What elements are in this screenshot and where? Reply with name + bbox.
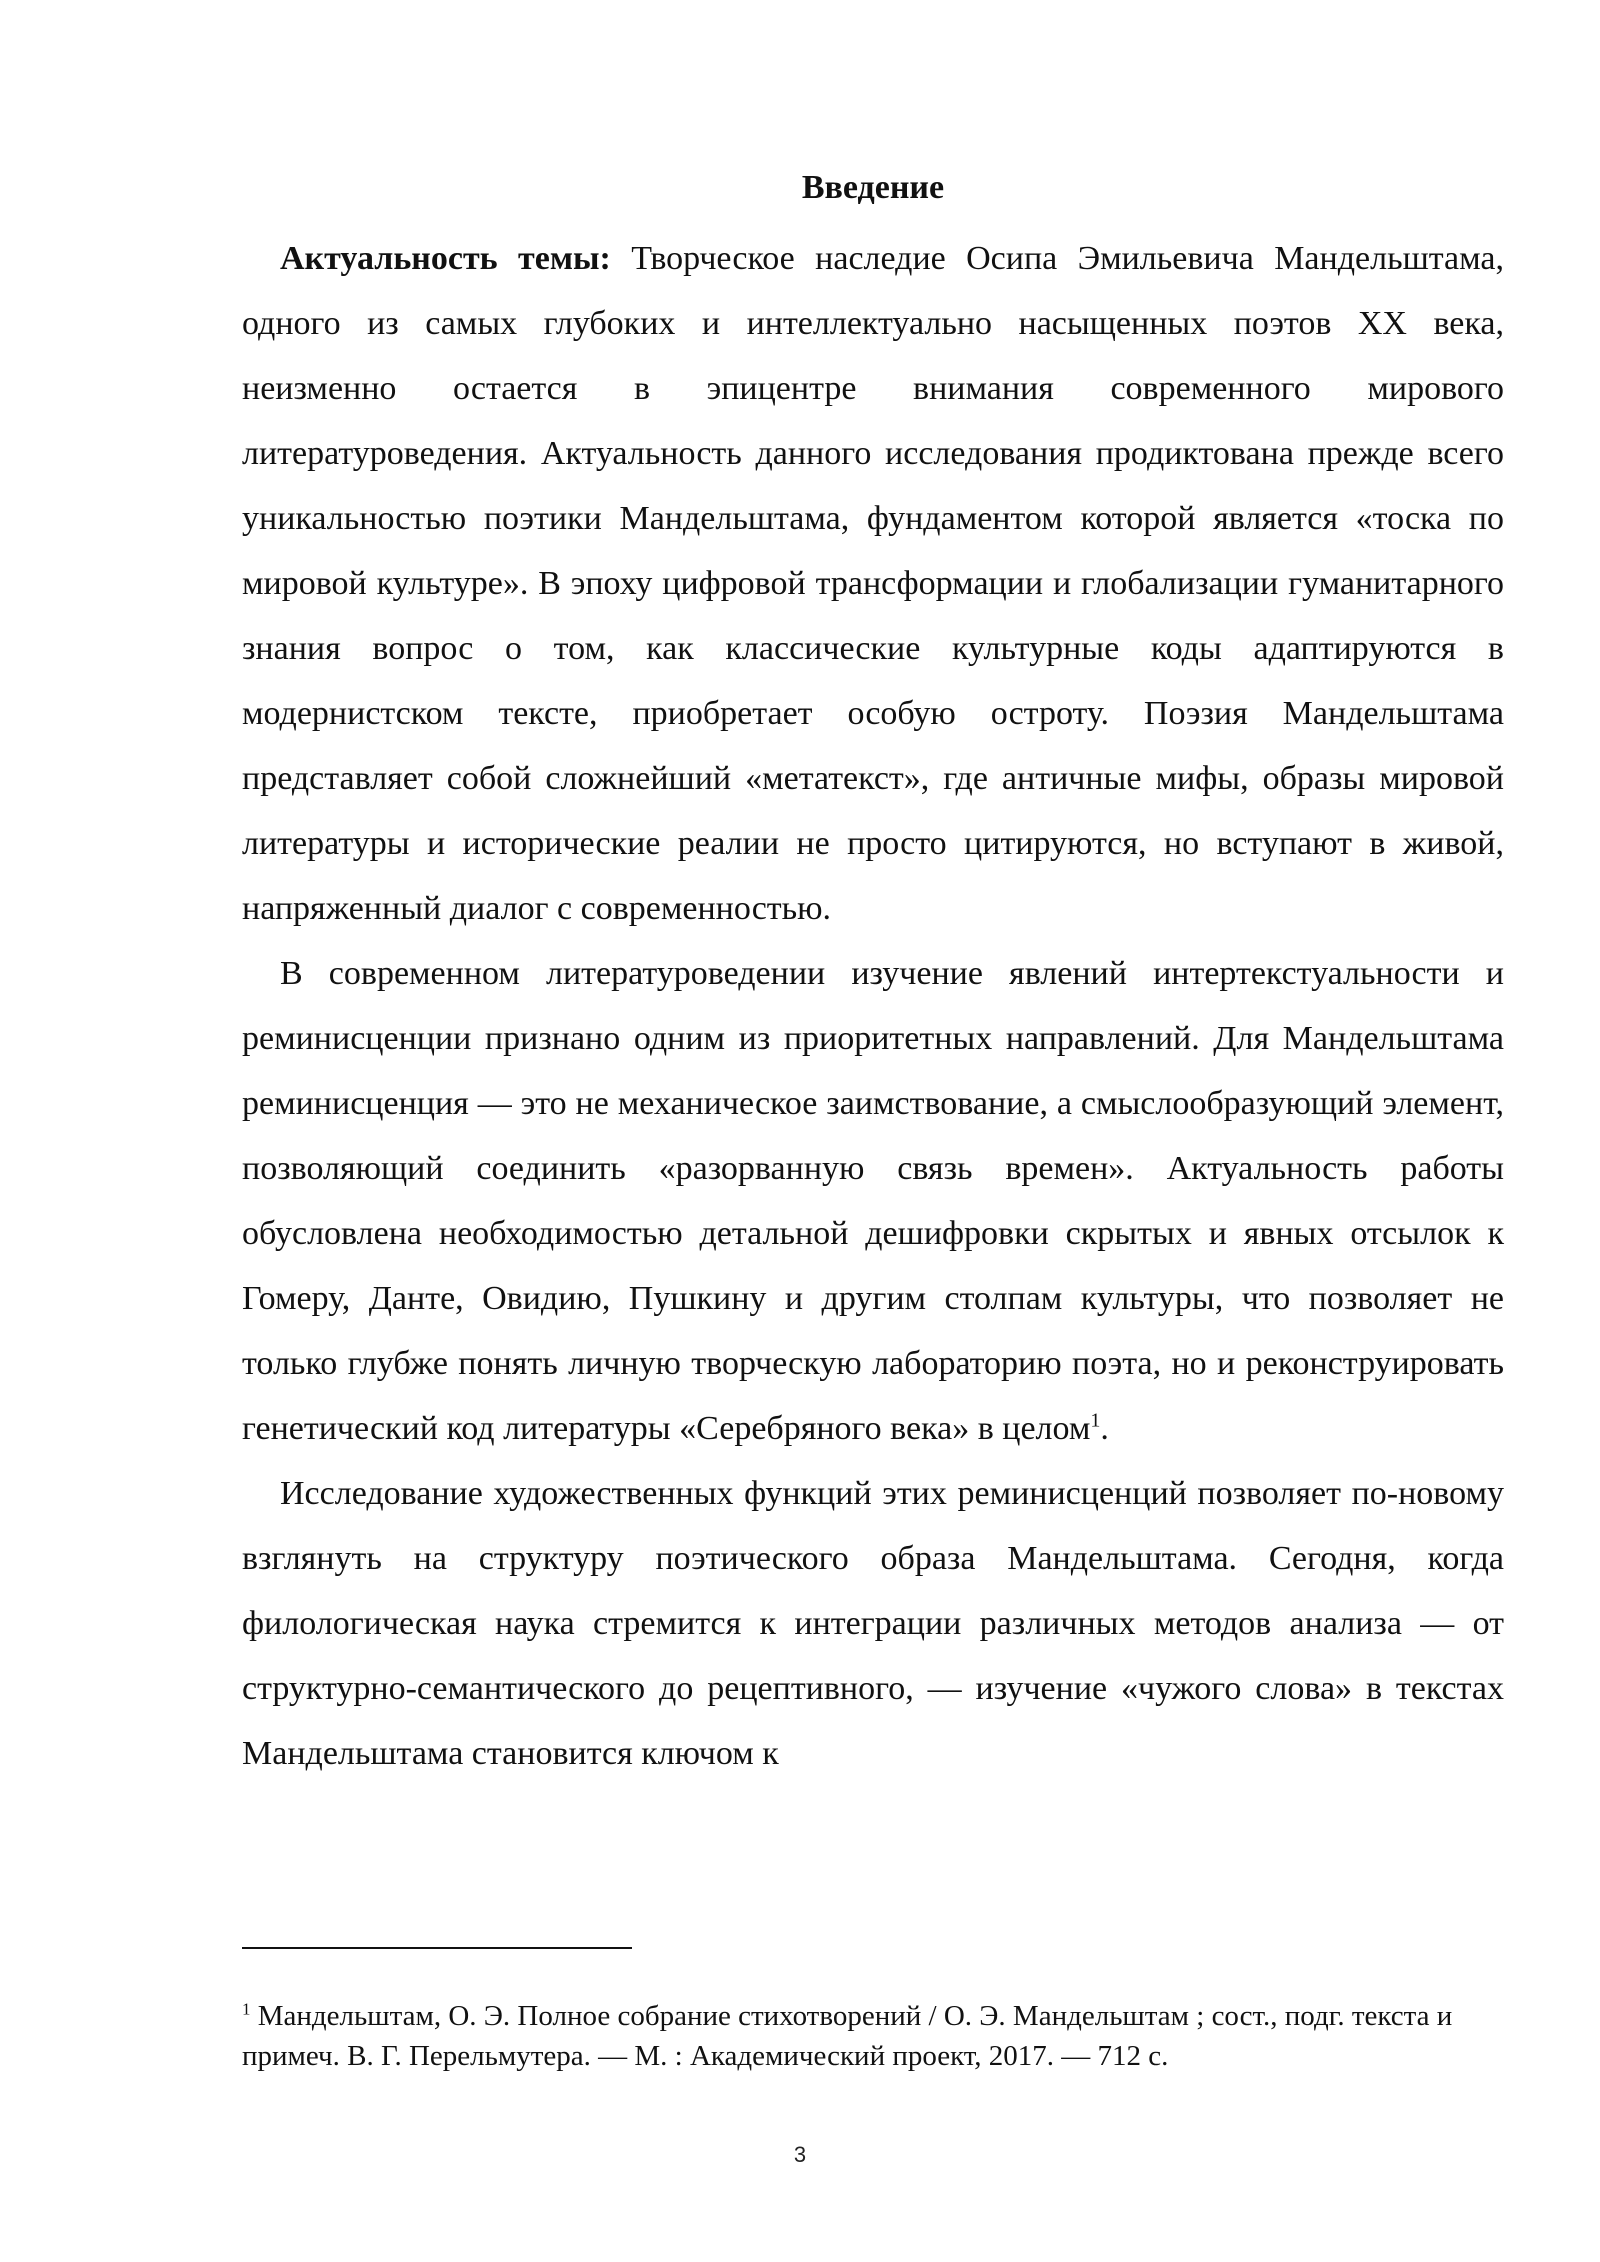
paragraph-tail: . [1100,1410,1109,1447]
paragraph-text: В современном литературоведении изучение явлений интертекстуальности и реминисценции признано одним из приоритетных направлений. Для Мандельштама реминисценция — это не механическое заимствование, а смыслообразующий элемент, позволяющий соединить «разорванную связь времен». Актуальность работы обусловлена необходимостью детальной дешифровки скрытых и явных отсылок к Гомеру, Данте, Овидию, Пушкину и другим столпам культуры, что позволяет не только глубже понять личную творческую лабораторию поэта, но и реконструировать генетический код литературы «Серебряного века» в целом [242,955,1504,1447]
relevance-label: Актуальность темы: [280,240,611,277]
footnote-number: 1 [242,1999,251,2019]
footnote-reference[interactable]: 1 [1090,1409,1101,1432]
section-heading: Введение [801,169,945,206]
footnote [242,1996,1504,2076]
paragraph-relevance [242,226,1504,941]
footnote-separator [242,1947,632,1949]
paragraph-text: Творческое наследие Осипа Эмильевича Мандельштама, одного из самых глубоких и интеллектуально насыщенных поэтов XX века, неизменно остается в эпицентре внимания современного мирового литературоведения. Актуальность данного исследования продиктована прежде всего уникальностью поэтики Мандельштама, фундаментом которой является «тоска по мировой культуре». В эпоху цифровой трансформации и глобализации гуманитарного знания вопрос о том, как классические культурные коды адаптируются в модернистском тексте, приобретает особую остроту. Поэзия Мандельштама представляет собой сложнейший «метатекст», где античные мифы, образы мировой литературы и исторические реалии не просто цитируются, но вступают в живой, напряженный диалог с современностью. [242,240,1505,927]
paragraph-functions [242,1461,1504,1786]
footnote-text: Мандельштам, О. Э. Полное собрание стихотворений / О. Э. Мандельштам ; сост., подг. текста и примеч. В. Г. Перельмутера. — М. : Академический проект, 2017. — 712 с. [242,2000,1453,2072]
page-number: 3 [793,2142,807,2167]
paragraph-text: Исследование художественных функций этих реминисценций позволяет по-новому взглянуть на структуру поэтического образа Мандельштама. Сегодня, когда филологическая наука стремится к интеграции различных методов анализа — от структурно-семантического до рецептивного, — изучение «чужого слова» в текстах Мандельштама становится ключом к [242,1475,1504,1772]
paragraph-intertextuality [242,941,1504,1461]
body-text [242,226,1504,1786]
